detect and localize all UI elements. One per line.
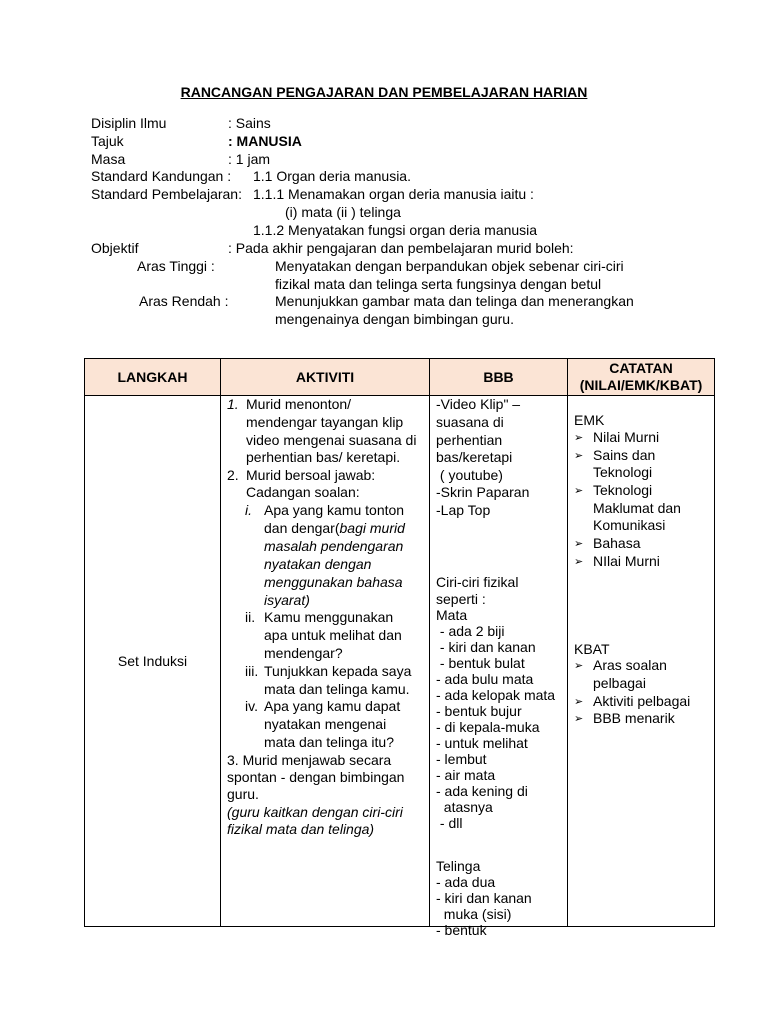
bbb-line: Telinga (436, 858, 481, 874)
bbb-line: suasana di (436, 414, 504, 430)
bbb-line: - ada dua (436, 874, 496, 890)
tajuk-value: : MANUSIA (228, 133, 302, 149)
aktiviti-roman-iv: iv. (245, 698, 258, 714)
aktiviti-line: nyatakan mengenai (264, 716, 387, 732)
disiplin-label: Disiplin Ilmu (91, 115, 167, 131)
emk-heading: EMK (574, 412, 605, 428)
catatan-item: Komunikasi (593, 517, 666, 533)
arrow-bullet-icon: ➢ (574, 432, 584, 444)
objektif-value: : Pada akhir pengajaran dan pembelajaran murid boleh: (228, 240, 574, 256)
table-row (85, 396, 715, 927)
catatan-item: Nilai Murni (593, 429, 660, 445)
bbb-line: -Skrin Paparan (436, 484, 530, 500)
bbb-line: - ada bulu mata (436, 671, 534, 687)
kbat-heading: KBAT (574, 641, 610, 657)
bbb-line: - kiri dan kanan (436, 890, 532, 906)
aktiviti-num-1: 1. (227, 396, 239, 412)
bbb-line: -Lap Top (436, 502, 491, 518)
aktiviti-line: mata dan telinga itu? (264, 734, 394, 750)
aras-rendah-label: Aras Rendah : (139, 293, 229, 309)
objektif-label: Objektif (91, 240, 139, 256)
header-langkah: LANGKAH (85, 359, 221, 396)
langkah-cell (85, 396, 221, 927)
document-title: RANCANGAN PENGAJARAN DAN PEMBELAJARAN HARIAN (180, 84, 588, 100)
table-header-row (85, 359, 715, 396)
aras-tinggi-2: fizikal mata dan telinga serta fungsinya dengan betul (275, 276, 602, 292)
catatan-cell (568, 396, 715, 927)
arrow-bullet-icon: ➢ (574, 450, 584, 462)
catatan-item: Sains dan (593, 447, 656, 463)
bbb-line: - bentuk bujur (436, 703, 522, 719)
bbb-line: - bentuk bulat (436, 655, 525, 671)
aktiviti-num-2: 2. (227, 467, 239, 483)
aktiviti-line: mendengar tayangan klip (246, 414, 404, 430)
bbb-line: ( youtube) (436, 467, 503, 483)
arrow-bullet-icon: ➢ (574, 538, 584, 550)
aktiviti-line: video mengenai suasana di (246, 432, 417, 448)
aktiviti-line-part: dan dengar( (264, 520, 340, 536)
arrow-bullet-icon: ➢ (574, 696, 584, 708)
bbb-line: atasnya (436, 799, 493, 815)
header-aktiviti: AKTIVITI (221, 359, 430, 396)
arrow-bullet-icon: ➢ (574, 713, 584, 725)
aktiviti-line (264, 520, 405, 537)
aktiviti-line: perhentian bas/ keretapi. (246, 449, 401, 465)
header-catatan-line1: CATATAN (609, 360, 673, 376)
bbb-line: - untuk melihat (436, 735, 528, 751)
standard-pembelajaran-label: Standard Pembelajaran: (91, 186, 242, 202)
aras-rendah-1: Menunjukkan gambar mata dan telinga dan menerangkan (275, 293, 634, 309)
header-catatan-line2: (NILAI/EMK/KBAT) (579, 377, 703, 393)
bbb-line: perhentian (436, 432, 503, 448)
bbb-line: -Video Klip" – (436, 396, 521, 412)
bbb-line: - air mata (436, 767, 496, 783)
catatan-item: NIlai Murni (593, 553, 660, 569)
aktiviti-note: fizikal mata dan telinga) (227, 821, 375, 837)
bbb-line: - ada kelopak mata (436, 687, 556, 703)
langkah-text: Set Induksi (117, 653, 188, 669)
aktiviti-line: Apa yang kamu dapat (264, 698, 401, 714)
catatan-item: Teknologi (593, 464, 653, 480)
aras-tinggi-1: Menyatakan dengan berpandukan objek sebenar ciri-ciri (275, 258, 624, 274)
standard-pembelajaran-3: 1.1.2 Menyatakan fungsi organ deria manusia (253, 222, 538, 238)
bbb-line: - ada kening di (436, 783, 528, 799)
bbb-line: muka (sisi) (436, 906, 512, 922)
aktiviti-line: spontan - dengan bimbingan (227, 769, 405, 785)
aktiviti-line: menggunakan bahasa (264, 574, 403, 590)
bbb-line: - dll (436, 815, 463, 831)
catatan-item: Teknologi (593, 482, 653, 498)
aktiviti-note: (guru kaitkan dengan ciri-ciri (227, 804, 403, 820)
bbb-line: - di kepala-muka (436, 719, 540, 735)
aktiviti-line: Murid menonton/ (246, 396, 352, 412)
aras-tinggi-label: Aras Tinggi : (137, 258, 215, 274)
standard-pembelajaran-2: (i) mata (ii ) telinga (285, 204, 401, 220)
bbb-line: - bentuk (436, 922, 487, 938)
aktiviti-line: apa untuk melihat dan (264, 627, 402, 643)
aktiviti-line: isyarat) (264, 592, 310, 608)
arrow-bullet-icon: ➢ (574, 485, 584, 497)
aktiviti-line: masalah pendengaran (264, 538, 404, 554)
catatan-item: Aktiviti pelbagai (593, 693, 691, 709)
bbb-line: bas/keretapi (436, 449, 513, 465)
catatan-item: pelbagai (593, 675, 646, 691)
masa-value: : 1 jam (228, 151, 271, 167)
aktiviti-cell (221, 396, 430, 927)
aktiviti-line-italic: bagi murid (339, 520, 405, 536)
bbb-cell (430, 396, 568, 938)
catatan-item: Maklumat dan (593, 500, 681, 516)
catatan-item: Bahasa (593, 535, 641, 551)
aktiviti-line: Murid bersoal jawab: (246, 467, 376, 483)
aktiviti-roman-iii: iii. (245, 663, 259, 679)
header-catatan (568, 359, 715, 396)
aktiviti-line: Cadangan soalan: (246, 484, 360, 500)
arrow-bullet-icon: ➢ (574, 556, 584, 568)
tajuk-label: Tajuk (91, 133, 124, 149)
lesson-table (84, 358, 715, 938)
masa-label: Masa (91, 151, 126, 167)
catatan-item: Aras soalan (593, 657, 667, 673)
arrow-bullet-icon: ➢ (574, 660, 584, 672)
aktiviti-line: nyatakan dengan (264, 556, 372, 572)
disiplin-value: : Sains (228, 115, 271, 131)
aktiviti-line: guru. (227, 786, 259, 802)
aktiviti-line: 3. Murid menjawab secara (227, 752, 392, 768)
aktiviti-line: Tunjukkan kepada saya (264, 663, 412, 679)
aktiviti-line: mata dan telinga kamu. (264, 681, 410, 697)
catatan-item: BBB menarik (593, 710, 675, 726)
bbb-line: Mata (436, 607, 468, 623)
aktiviti-roman-ii: ii. (245, 609, 256, 625)
standard-pembelajaran-1: 1.1.1 Menamakan organ deria manusia iaitu : (253, 186, 534, 202)
aras-rendah-2: mengenainya dengan bimbingan guru. (275, 311, 514, 327)
aktiviti-line: Apa yang kamu tonton (264, 502, 405, 518)
bbb-line: - lembut (436, 751, 487, 767)
aktiviti-roman-i: i. (245, 502, 252, 518)
aktiviti-line: Kamu menggunakan (264, 609, 394, 625)
bbb-line: seperti : (436, 591, 486, 607)
standard-kandungan-value: 1.1 Organ deria manusia. (253, 168, 411, 184)
header-bbb: BBB (430, 359, 568, 396)
standard-kandungan-label: Standard Kandungan : (91, 168, 232, 184)
bbb-line: - ada 2 biji (436, 623, 505, 639)
bbb-line: - kiri dan kanan (436, 639, 536, 655)
bbb-line: Ciri-ciri fizikal (436, 574, 519, 590)
aktiviti-line: mendengar? (264, 645, 343, 661)
